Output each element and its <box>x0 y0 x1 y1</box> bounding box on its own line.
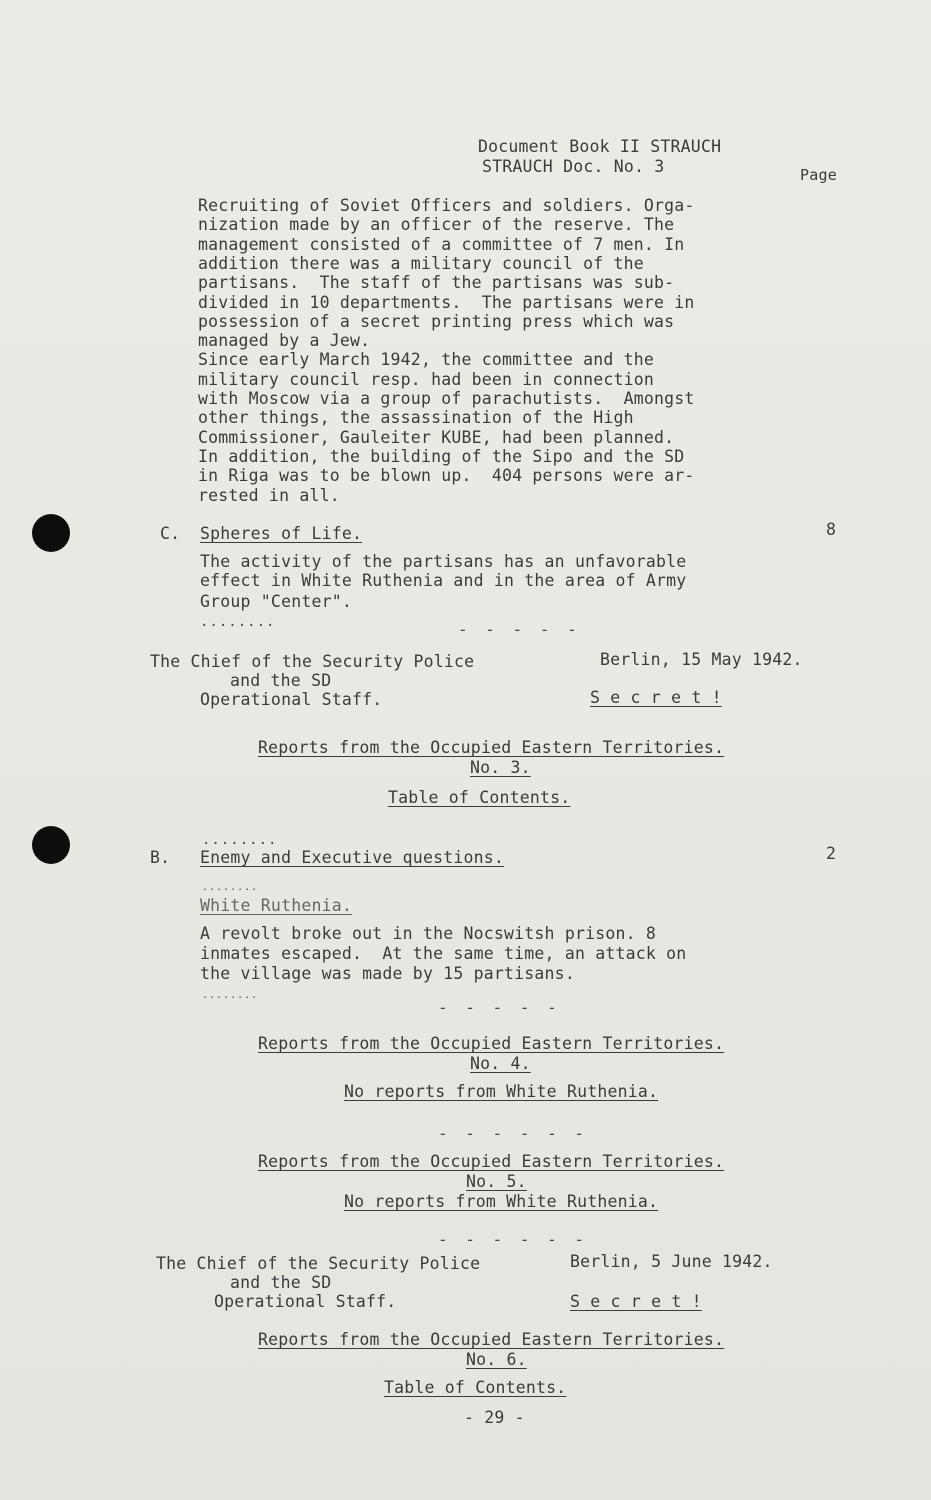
punch-hole-top <box>32 514 70 552</box>
intro-line: In addition, the building of the Sipo and the SD <box>198 446 685 466</box>
ellipsis-dots: ........ <box>202 990 259 1001</box>
ellipsis-dots: ........ <box>200 614 276 630</box>
report6-toc: Table of Contents. <box>384 1378 567 1397</box>
report5-number: No. 5. <box>466 1172 527 1191</box>
section-b-body-3: the village was made by 15 partisans. <box>200 964 575 983</box>
report1-date: Berlin, 15 May 1942. <box>600 650 803 669</box>
ellipsis-dots: ........ <box>202 882 259 893</box>
report6-date: Berlin, 5 June 1942. <box>570 1252 773 1271</box>
section-divider: - - - - - <box>438 998 561 1017</box>
header-page-label: Page <box>800 166 837 184</box>
section-c-heading: Spheres of Life. <box>200 524 363 543</box>
intro-line: with Moscow via a group of parachutists. Amongst <box>198 389 695 408</box>
report6-from-line3: Operational Staff. <box>214 1292 397 1311</box>
report1-toc: Table of Contents. <box>388 788 571 807</box>
report1-from-line1: The Chief of the Security Police <box>150 652 475 671</box>
section-b-heading: Enemy and Executive questions. <box>200 848 505 867</box>
section-b-letter: B. <box>150 848 171 867</box>
section-c-body-2: effect in White Ruthenia and in the area of Army <box>200 571 687 590</box>
intro-line: divided in 10 departments. The partisans were in <box>198 292 695 312</box>
report6-number: No. 6. <box>466 1350 527 1369</box>
report4-note: No reports from White Ruthenia. <box>344 1082 659 1101</box>
header-doc-number: STRAUCH Doc. No. 3 <box>482 157 665 176</box>
intro-line: partisans. The staff of the partisans was sub- <box>198 273 675 293</box>
report4-number: No. 4. <box>470 1054 531 1073</box>
section-c-body-1: The activity of the partisans has an unfavorable <box>200 552 687 571</box>
report4-title: Reports from the Occupied Eastern Territories. <box>258 1034 725 1053</box>
section-b-body-1: A revolt broke out in the Nocswitsh prison. 8 <box>200 924 657 943</box>
section-divider: - - - - - <box>458 620 581 639</box>
intro-line: management consisted of a committee of 7 men. In <box>198 234 685 254</box>
report6-title: Reports from the Occupied Eastern Territories. <box>258 1330 725 1349</box>
intro-line: in Riga was to be blown up. 404 persons were ar- <box>198 466 695 486</box>
section-divider: - - - - - - <box>438 1124 588 1143</box>
report1-title: Reports from the Occupied Eastern Territories. <box>258 738 725 757</box>
report6-from-line1: The Chief of the Security Police <box>156 1254 481 1273</box>
report1-from-line2: and the SD <box>230 671 332 690</box>
header-doc-book: Document Book II STRAUCH <box>478 137 722 156</box>
report1-number: No. 3. <box>470 758 531 777</box>
section-b-body-2: inmates escaped. At the same time, an attack on <box>200 944 687 963</box>
report1-from-line3: Operational Staff. <box>200 690 383 709</box>
section-c-page: 8 <box>826 520 837 539</box>
section-c-body-3: Group "Center". <box>200 592 353 611</box>
report5-note: No reports from White Ruthenia. <box>344 1192 659 1211</box>
intro-line: Since early March 1942, the committee and the <box>198 350 655 370</box>
intro-line: Recruiting of Soviet Officers and soldiers. Orga- <box>198 196 695 215</box>
intro-line: managed by a Jew. <box>198 331 371 351</box>
intro-line: military council resp. had been in connection <box>198 369 655 389</box>
intro-line: nization made by an officer of the reserve. The <box>198 215 675 235</box>
section-c-letter: C. <box>160 524 181 543</box>
report5-title: Reports from the Occupied Eastern Territories. <box>258 1152 725 1171</box>
report6-from-line2: and the SD <box>230 1273 332 1292</box>
report6-secret: S e c r e t ! <box>570 1292 702 1311</box>
punch-hole-bottom <box>32 826 70 864</box>
intro-line: Commissioner, Gauleiter KUBE, had been planned. <box>198 427 675 447</box>
page-number: - 29 - <box>464 1408 525 1427</box>
section-divider: - - - - - - <box>438 1230 588 1249</box>
ellipsis-dots: ........ <box>202 832 278 848</box>
intro-line: addition there was a military council of the <box>198 253 644 273</box>
intro-line: possession of a secret printing press which was <box>198 311 675 331</box>
intro-line: other things, the assassination of the High <box>198 408 634 428</box>
section-b-page: 2 <box>826 844 837 863</box>
intro-line: rested in all. <box>198 485 340 505</box>
section-b-subheading: White Ruthenia. <box>200 896 353 915</box>
report1-secret: S e c r e t ! <box>590 688 722 707</box>
